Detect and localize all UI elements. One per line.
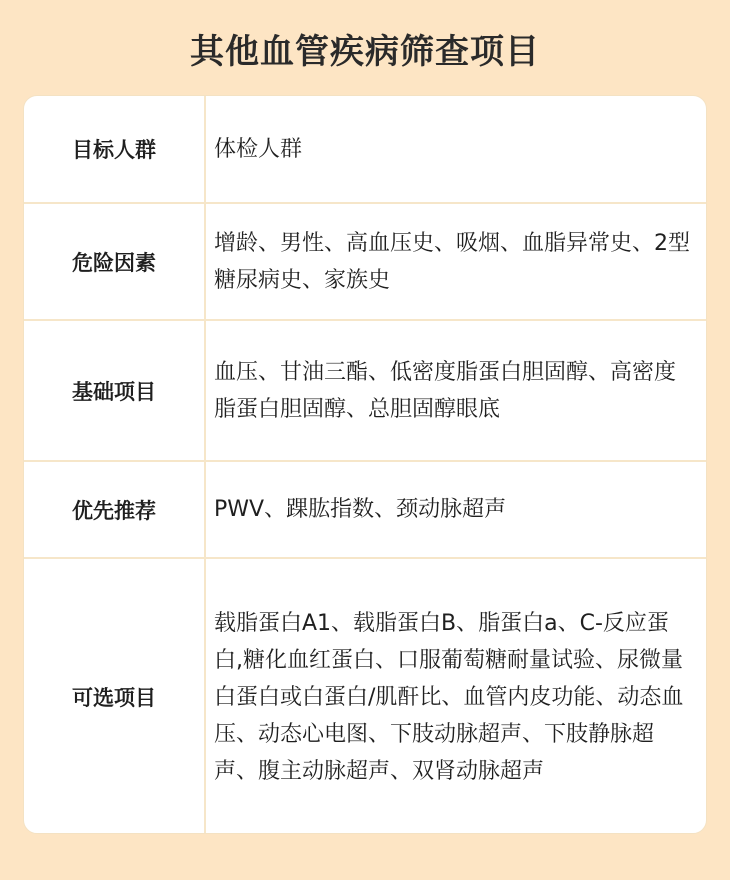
table-row-priority-recommendations bbox=[24, 460, 707, 557]
row-label: 可选项目 bbox=[24, 559, 206, 834]
screening-table bbox=[23, 95, 707, 834]
row-label: 优先推荐 bbox=[24, 462, 206, 557]
row-label: 基础项目 bbox=[24, 321, 206, 460]
row-value: 载脂蛋白A1、载脂蛋白B、脂蛋白a、C-反应蛋白,糖化血红蛋白、口服葡萄糖耐量试验、尿微量白蛋白或白蛋白/肌酐比、血管内皮功能、动态血压、动态心电图、下肢动脉超声、下肢静脉超声、腹主动脉超声、双肾动脉超声 bbox=[214, 610, 684, 784]
row-value: 体检人群 bbox=[214, 136, 303, 162]
table-row-risk-factors bbox=[24, 202, 707, 319]
row-label: 危险因素 bbox=[24, 204, 206, 319]
row-value: 增龄、男性、高血压史、吸烟、血脂异常史、2型糖尿病史、家族史 bbox=[214, 230, 690, 293]
table-row-target-population bbox=[24, 96, 707, 202]
table-row-basic-items bbox=[24, 319, 707, 460]
table-row-optional-items bbox=[24, 557, 707, 834]
row-label: 目标人群 bbox=[24, 96, 206, 202]
row-value: 血压、甘油三酯、低密度脂蛋白胆固醇、高密度脂蛋白胆固醇、总胆固醇眼底 bbox=[214, 359, 677, 422]
page-title: 其他血管疾病筛查项目 bbox=[190, 32, 540, 72]
row-value: PWV、踝肱指数、颈动脉超声 bbox=[214, 497, 507, 522]
